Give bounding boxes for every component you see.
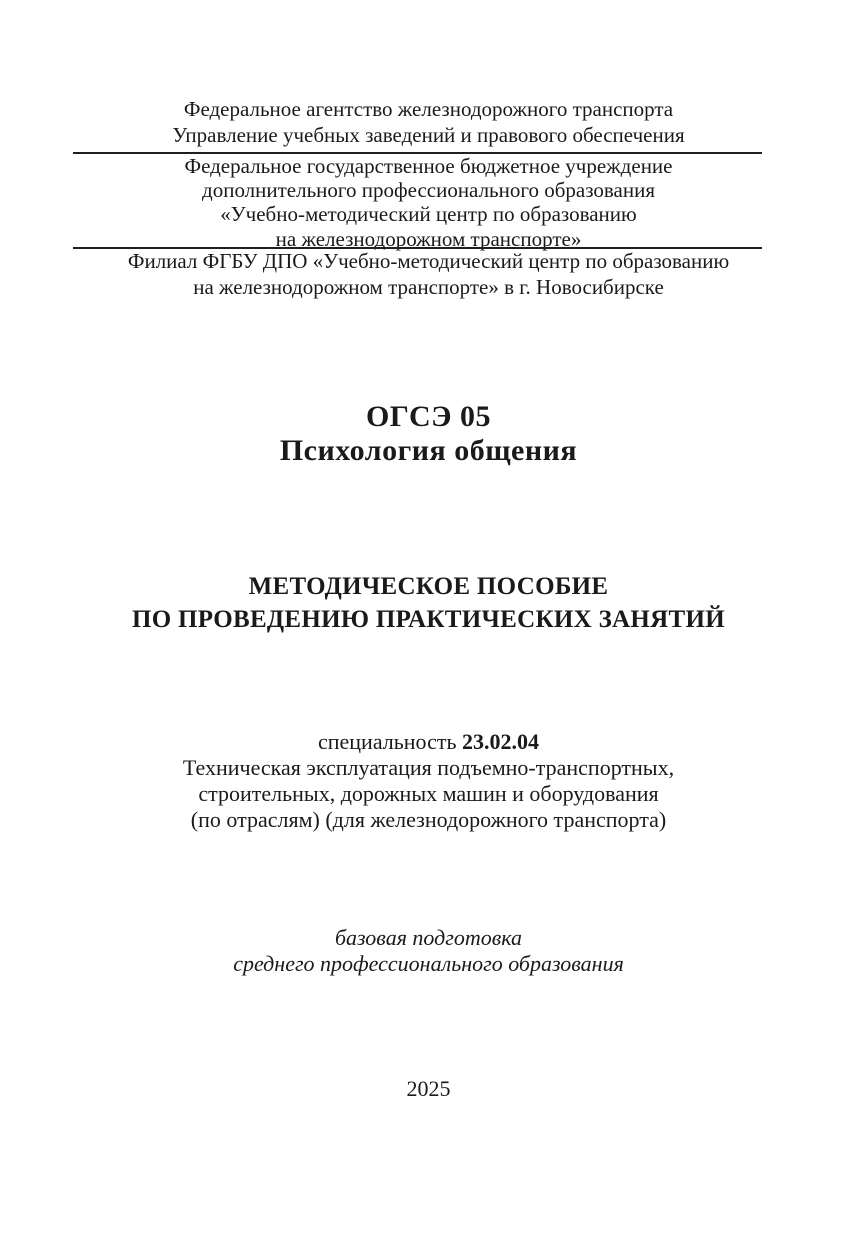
header-institution: [0, 154, 857, 251]
specialty-section: [0, 729, 857, 833]
discipline-name: Психология общения: [279, 434, 578, 467]
institution-line: «Учебно-методический центр по образованию: [220, 202, 637, 227]
training-line: среднего профессионального образования: [233, 951, 624, 976]
specialty-name-line: строительных, дорожных машин и оборудования: [198, 781, 659, 806]
agency-line: Управление учебных заведений и правового обеспечения: [172, 123, 685, 147]
header-agency: [0, 96, 857, 148]
publication-year: 2025: [406, 1076, 451, 1101]
training-line: базовая подготовка: [334, 925, 523, 950]
document-subtitle: [0, 570, 857, 636]
document-title: [0, 400, 857, 468]
specialty-name-line: (по отраслям) (для железнодорожного транспорта): [190, 807, 667, 832]
specialty-code-line: [0, 729, 857, 755]
header-branch: [0, 249, 857, 300]
discipline-code: ОГСЭ 05: [365, 400, 492, 433]
branch-line: на железнодорожном транспорте» в г. Новосибирске: [193, 274, 664, 299]
specialty-code: 23.02.04: [462, 729, 540, 754]
branch-line: Филиал ФГБУ ДПО «Учебно-методический центр по образованию: [127, 249, 730, 273]
training-level: [0, 925, 857, 977]
subtitle-line: МЕТОДИЧЕСКОЕ ПОСОБИЕ: [248, 573, 609, 600]
agency-line: Федеральное агентство железнодорожного транспорта: [183, 97, 674, 121]
institution-line: дополнительного профессионального образования: [202, 178, 655, 203]
subtitle-line: ПО ПРОВЕДЕНИЮ ПРАКТИЧЕСКИХ ЗАНЯТИЙ: [132, 606, 725, 633]
specialty-label: специальность: [317, 729, 463, 754]
institution-line: на железнодорожном транспорте»: [275, 226, 582, 251]
specialty-name-line: Техническая эксплуатация подъемно-транспортных,: [182, 755, 675, 780]
institution-line: Федеральное государственное бюджетное учреждение: [184, 154, 673, 178]
